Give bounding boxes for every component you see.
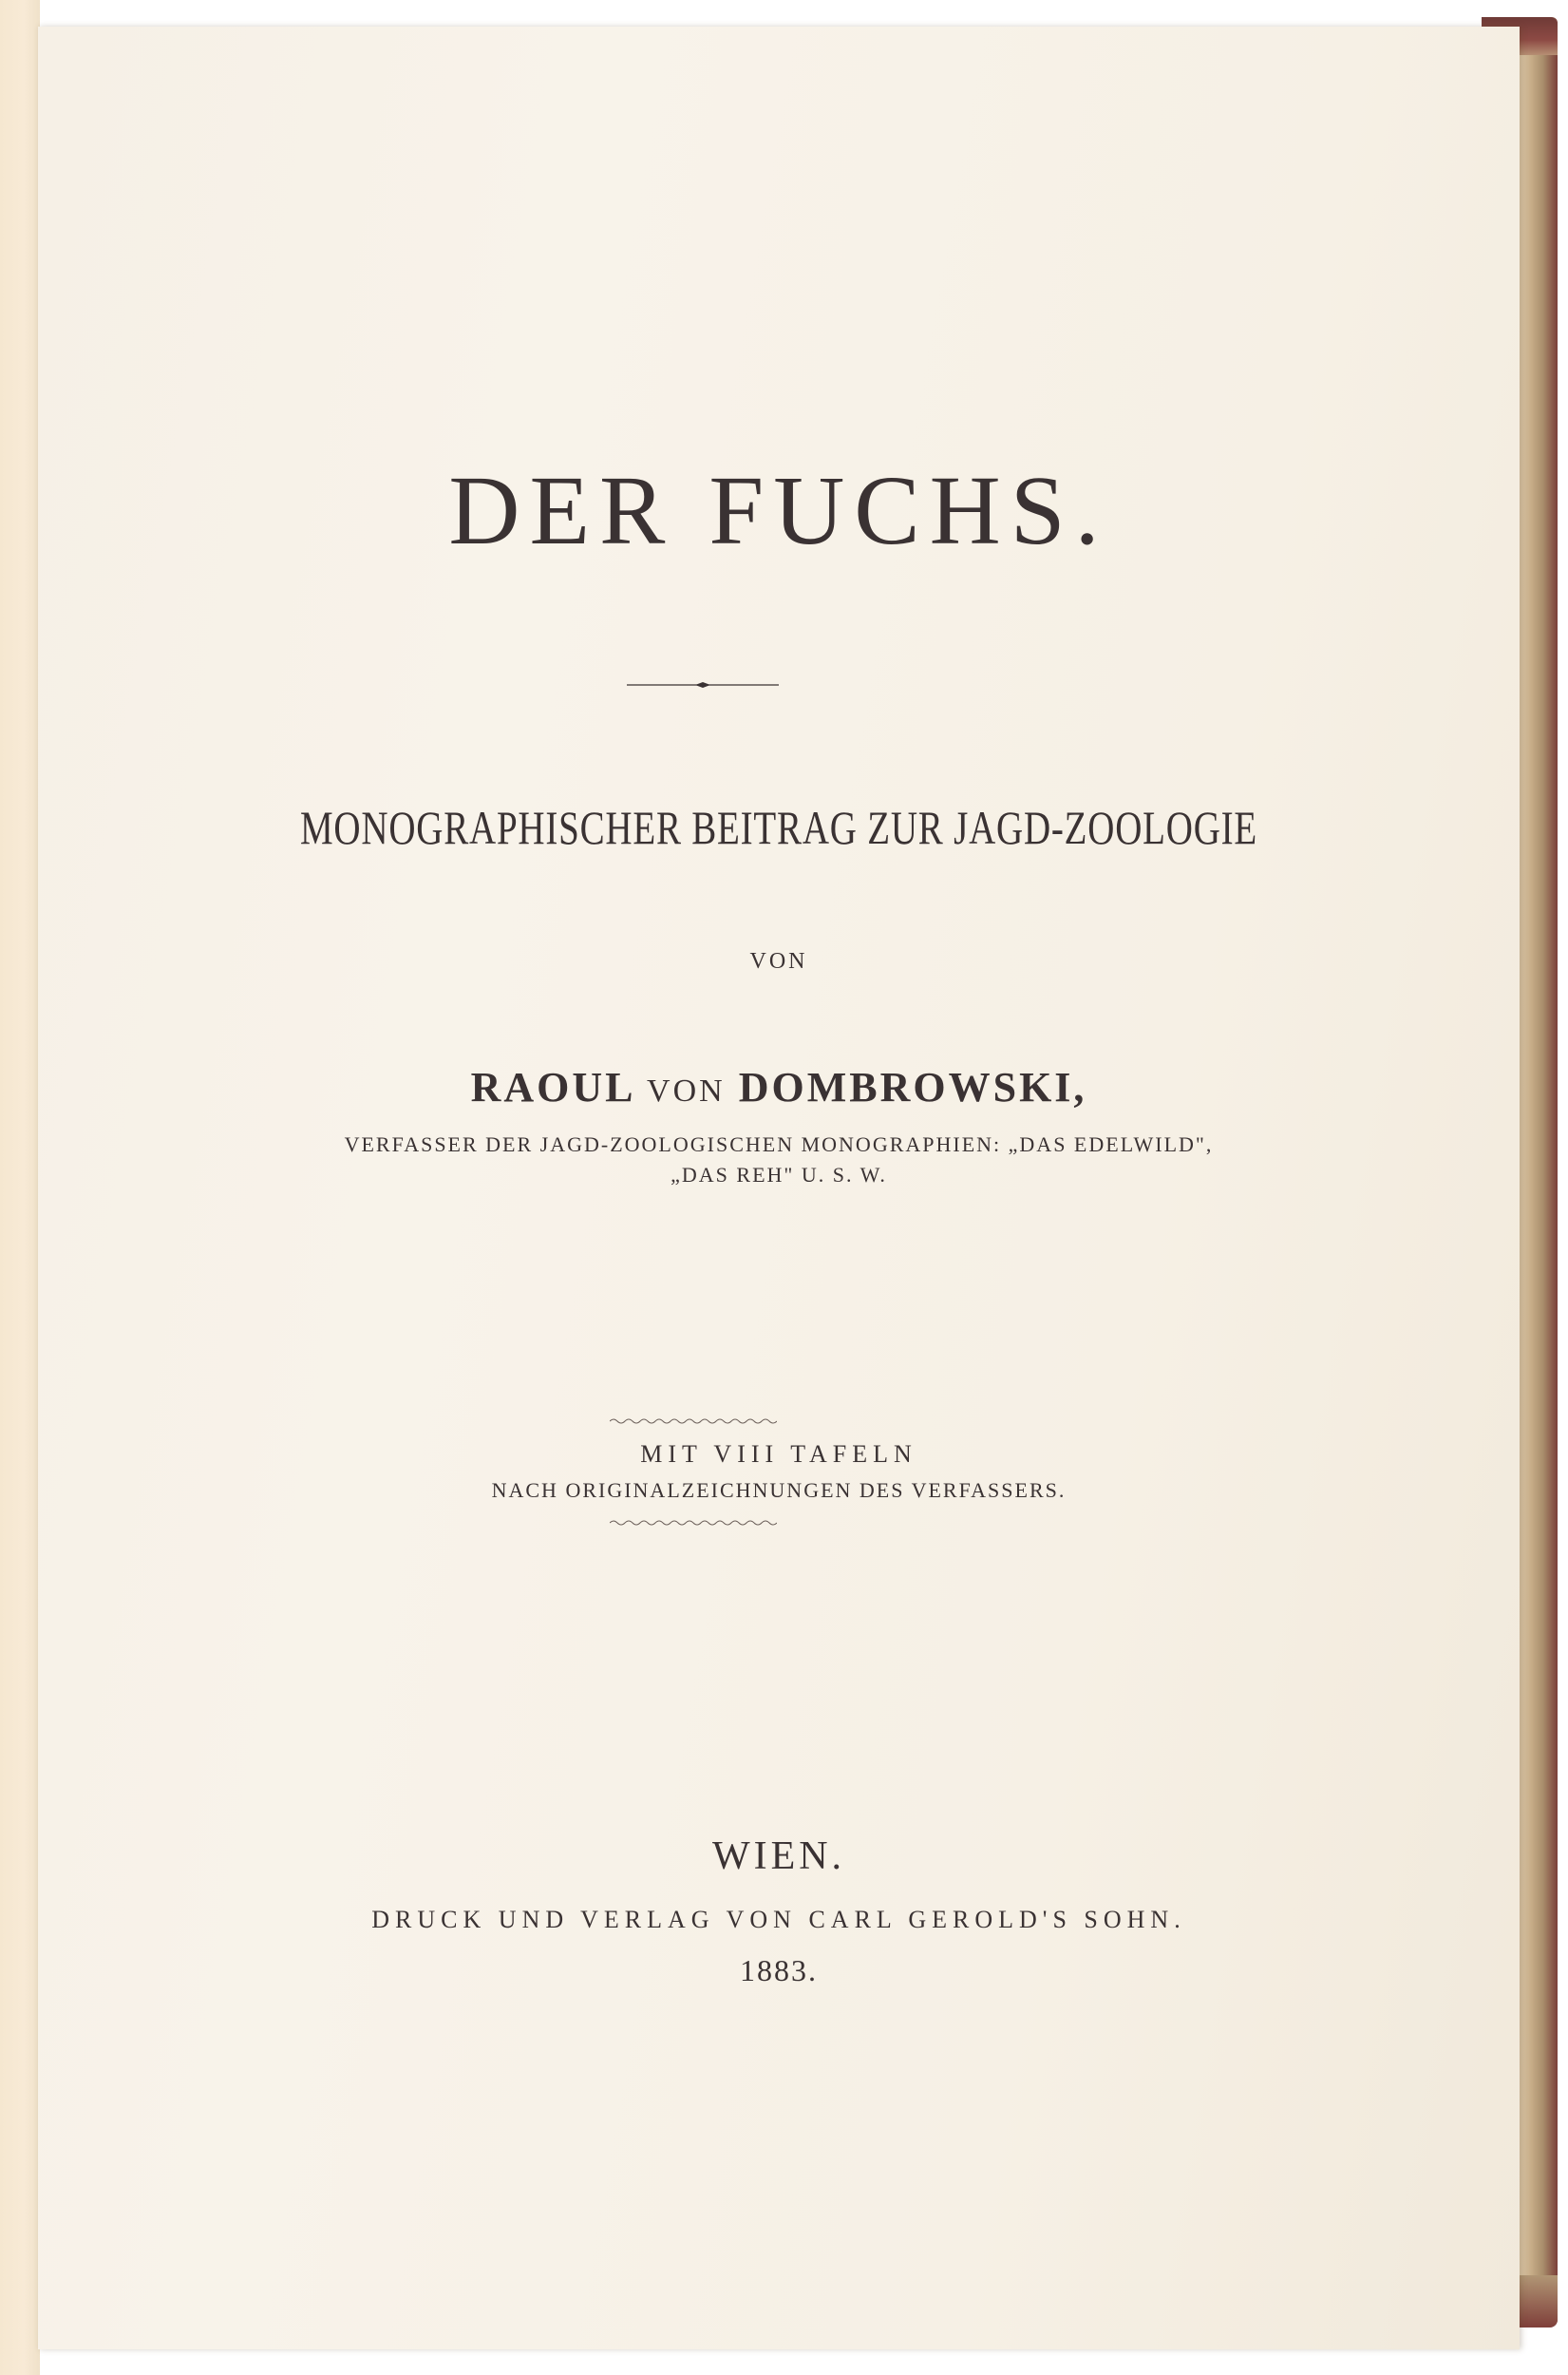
plates-line-1: MIT VIII TAFELN [640,1440,917,1468]
publication-city: WIEN. [711,1834,846,1878]
publication-year: 1883. [740,1953,818,1987]
author-name [38,1064,1520,1111]
author-particle: VON [647,1074,726,1109]
title-rule-ornament [627,680,779,690]
author-surname: DOMBROWSKI, [738,1064,1087,1111]
wavy-rule-bottom [610,1518,777,1528]
by-word: VON [749,949,808,974]
publisher-line: DRUCK UND VERLAG VON CARL GEROLD'S SOHN. [371,1906,1186,1933]
title-page [38,27,1520,2349]
wavy-rule-top [610,1416,777,1426]
book-title: DER FUCHS. [448,456,1109,565]
author-first-name: RAOUL [470,1064,634,1111]
plates-line-2: NACH ORIGINALZEICHNUNGEN DES VERFASSERS. [491,1478,1067,1502]
left-page-edge [0,0,40,2375]
author-credits-line-1: VERFASSER DER JAGD-ZOOLOGISCHEN MONOGRAPHIEN: „DAS EDELWILD", [344,1132,1214,1156]
book-subtitle: MONOGRAPHISCHER BEITRAG ZUR JAGD-ZOOLOGIE [299,801,1258,854]
author-credits-line-2: „DAS REH" U. S. W. [671,1163,887,1187]
